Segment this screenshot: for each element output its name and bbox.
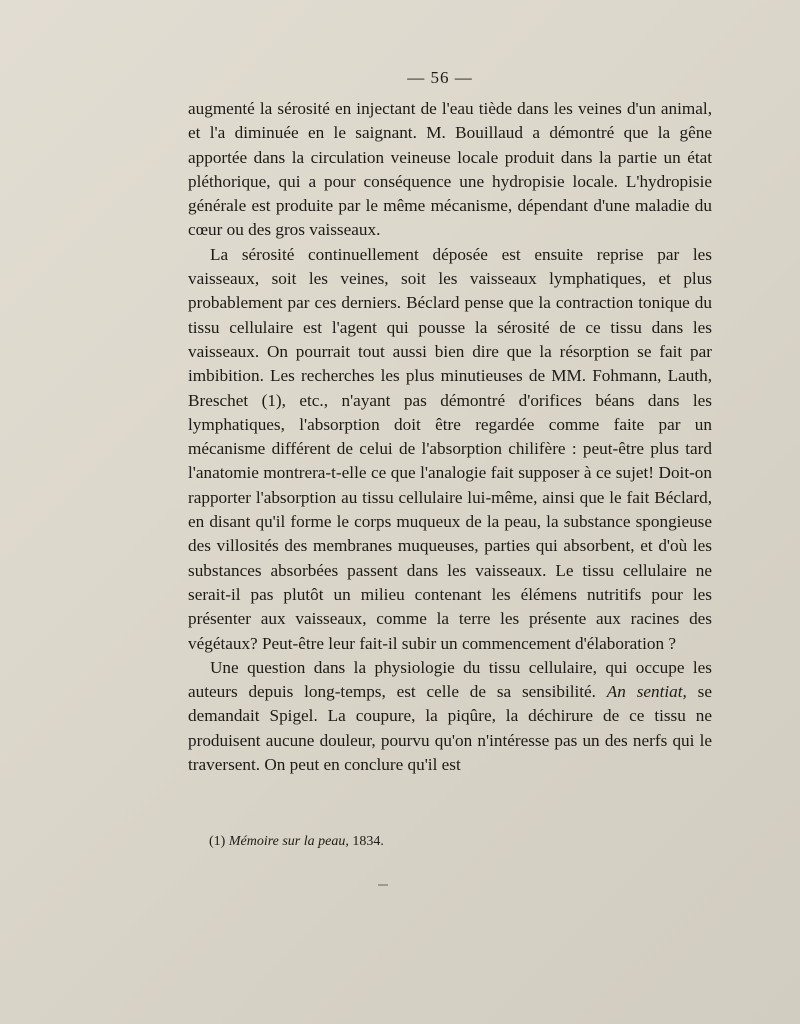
footnote-marker: (1) [209,834,226,849]
body-text [188,97,712,777]
footnote-title: Mémoire sur la peau, [228,834,349,849]
paragraph-continued: augmenté la sérosité en injectant de l'eau tiède dans les veines d'un animal, et l'a diminuée en le saignant. M. Bouillaud a démontré que la gêne apportée dans la circulation veineuse locale produit dans la partie un état pléthorique, qui a pour conséquence une hydropisie locale. L'hydropisie générale est produite par le même mécanisme, dépendant d'une maladie du cœur ou des gros vaisseaux. [188,99,712,240]
ink-mark [378,884,388,886]
footnote-year: 1834. [352,834,384,849]
paragraph-sensibility-end: se demandait Spigel. La coupure, la piqûre, la déchirure de ce tissu ne produisent aucune douleur, pourvu qu'on n'intéresse pas un des nerfs qui le traversent. On peut en conclure qu'il est [188,682,712,775]
footnote [209,834,384,850]
paragraph-serosity-absorption: La sérosité continuellement déposée est ensuite reprise par les vaisseaux, soit les veines, soit les vaisseaux lymphatiques, et plus probablement par ces derniers. Béclard pense que la contraction tonique du tissu cellulaire est l'agent qui pousse la sérosité de ce tissu dans les vaisseaux. On pourrait tout aussi bien dire que la résorption se fait par imbibition. Les recherches les plus minutieuses de MM. Fohmann, Lauth, Breschet (1), etc., n'ayant pas démontré d'orifices béans dans les lymphatiques, l'absorption doit être regardée comme faite par un mécanisme différent de celui de l'absorption chilifère : peut-être plus tard l'anatomie montrera-t-elle ce que l'analogie fait supposer à ce sujet! Doit-on rapporter l'absorption au tissu cellulaire lui-même, ainsi que le fait Béclard, en disant qu'il forme le corps muqueux de la peau, la substance spongieuse des villosités des membranes muqueuses, parties qui absorbent, et d'où les substances absorbées passent dans les vaisseaux. Le tissu cellulaire ne serait-il pas plutôt un milieu contenant les élémens nutritifs pour les présenter aux vaisseaux, comme la terre les présente aux racines des végétaux? Peut-être leur fait-il subir un commencement d'élaboration ? [188,244,712,653]
page-number: — 56 — [407,68,473,87]
latin-quote: An sentiat, [606,682,687,702]
paragraph-sensibility-start: Une question dans la physiologie du tissu cellulaire, qui occupe les auteurs depuis long-temps, est celle de sa sensibilité. [188,657,712,702]
paragraph-sensibility [188,656,712,777]
